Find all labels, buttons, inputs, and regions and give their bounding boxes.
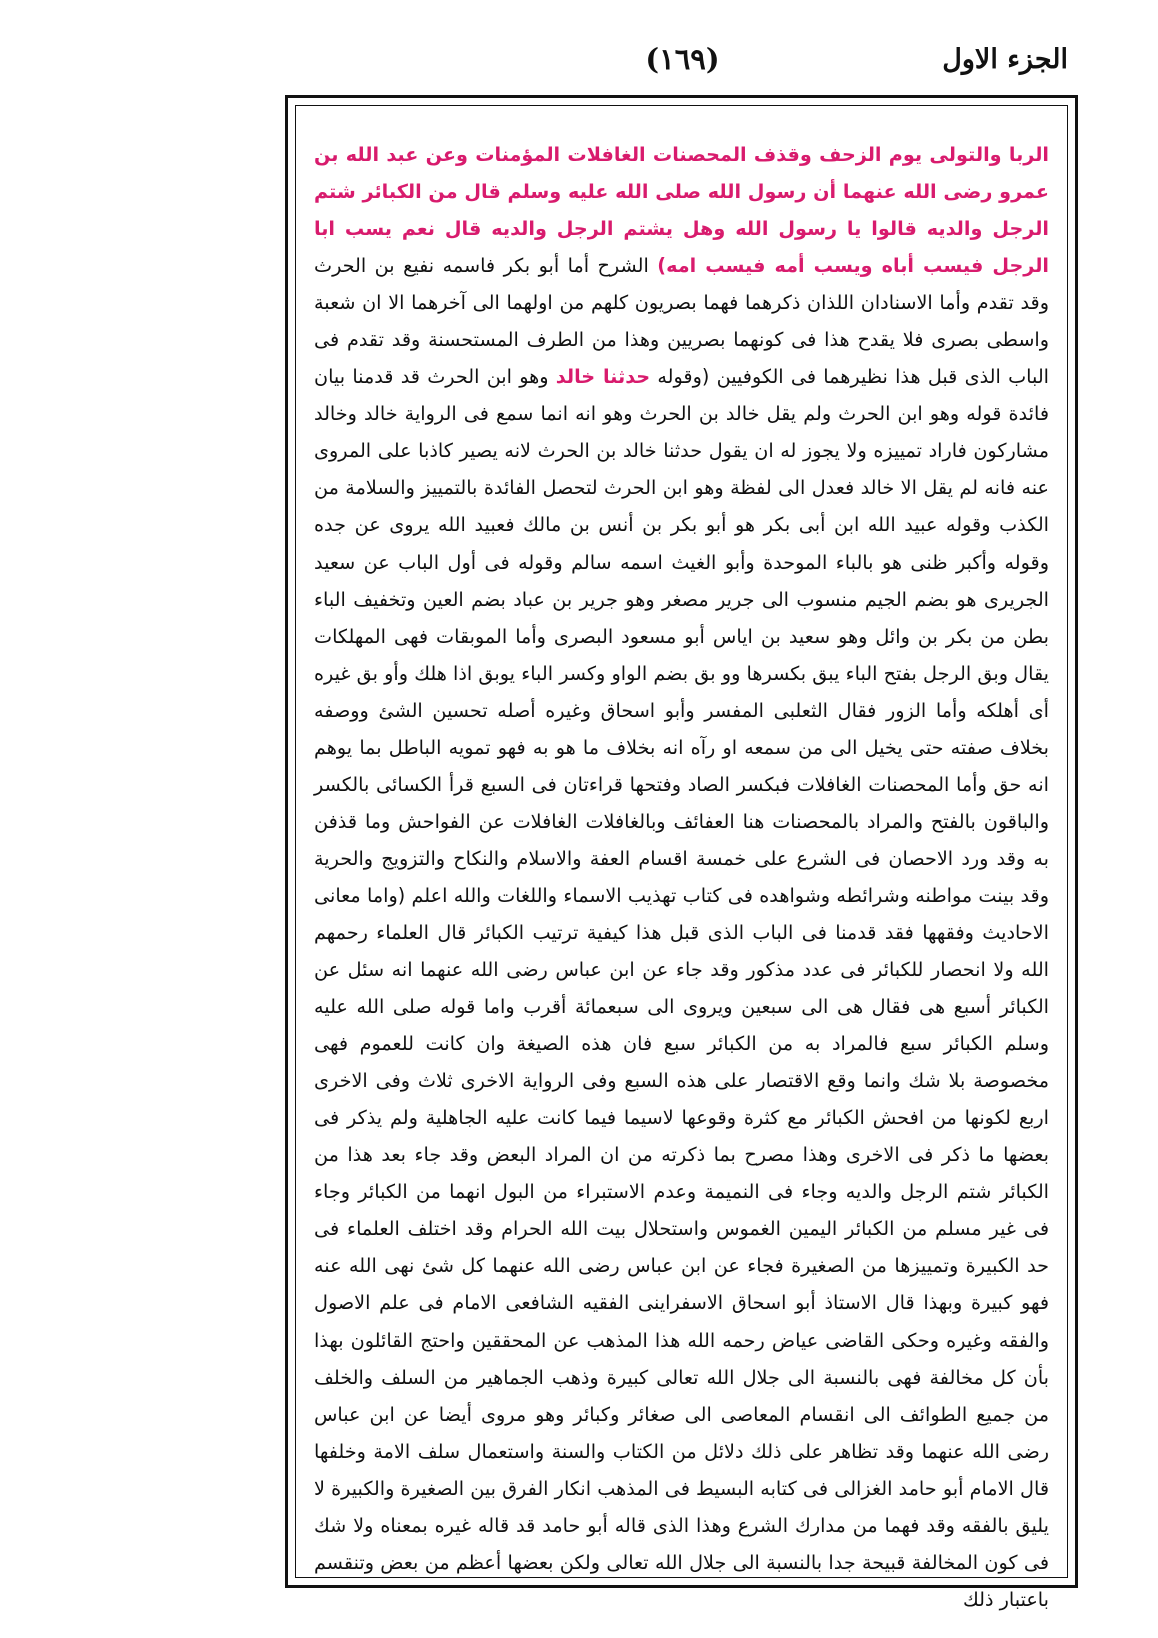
hadith-text: الربا والتولى يوم الزحف وقذف المحصنات الغافلات المؤمنات وعن عبد الله بن عمرو رضى الله عنهما أن رسول الله صلى الله عليه وسلم قال من الكبائر شتم الرجل والديه قالوا يا رسول الله وهل يشتم الرجل والديه قال نعم يسب ابا الرجل فيسب أباه ويسب أمه فيسب امه) — [314, 143, 1049, 278]
commentary-text-continued: وهو ابن الحرث قد قدمنا بيان فائدة قوله وهو ابن الحرث ولم يقل خالد بن الحرث وهو انه انما سمع فى الرواية خالد وخالد مشاركون فاراد تمييزه ولا يجوز له ان يقول حدثنا خالد بن الحرث لانه يصير كاذبا على المروى عنه فانه لم يقل الا خالد فعدل الى لفظة وهو ابن الحرث لتحصل الفائدة بالتمييز والسلامة من الكذب وقوله عبيد الله ابن أبى بكر هو أبو بكر بن أنس بن مالك فعبيد الله يروى عن جده وقوله وأكبر ظنى هو بالباء الموحدة وأبو الغيث اسمه سالم وقوله فى أول الباب عن سعيد الجريرى هو بضم الجيم منسوب الى جرير مصغر وهو جرير بن عباد بضم العين وتخفيف الباء بطن من بكر بن وائل وهو سعيد بن اياس أبو مسعود البصرى وأما الموبقات فهى المهلكات يقال وبق الرجل بفتح الباء يبق بكسرها وو بق بضم الواو وكسر الباء يوبق اذا هلك وأو بق غيره أى أهلكه وأما الزور فقال الثعلبى المفسر وأبو اسحاق وغيره أصله تحسين الشئ ووصفه بخلاف صفته حتى يخيل الى من سمعه او رآه انه بخلاف ما هو به فهو تمويه الباطل بما يوهم انه حق وأما المحصنات الغافلات فبكسر الصاد وفتحها قراءتان فى السبع قرأ الكسائى بالكسر والباقون بالفتح والمراد بالمحصنات هنا العفائف وبالغافلات الغافلات عن الفواحش وما قذفن به وقد ورد الاحصان فى الشرع على خمسة اقسام العفة والاسلام والنكاح والتزويج والحرية وقد بينت مواطنه وشرائطه وشواهده فى كتاب تهذيب الاسماء واللغات والله اعلم (واما معانى الاحاديث وفقهها فقد قدمنا فى الباب الذى قبل هذا كيفية ترتيب الكبائر قال العلماء رحمهم الله ولا انحصار للكبائر فى عدد مذكور وقد جاء عن ابن عباس رضى الله عنهما انه سئل عن الكبائر أسبع هى فقال هى الى سبعين ويروى الى سبعمائة أقرب واما قوله صلى الله عليه وسلم الكبائر سبع فالمراد به من الكبائر سبع فان هذه الصيغة وان كانت للعموم فهى مخصوصة بلا شك وانما وقع الاقتصار على هذه السبع وفى الرواية الاخرى ثلاث وفى الاخرى اربع لكونها من افحش الكبائر مع كثرة وقوعها لاسيما فيما كانت عليه الجاهلية ولم يذكر فى بعضها ما ذكر فى الاخرى وهذا مصرح بما ذكرته من ان المراد البعض وقد جاء بعد هذا من الكبائر شتم الرجل والديه وجاء فى النميمة وعدم الاستبراء من البول انهما من الكبائر وجاء فى غير مسلم من الكبائر اليمين الغموس واستحلال بيت الله الحرام وقد اختلف العلماء فى حد الكبيرة وتمييزها من الصغيرة فجاء عن ابن عباس رضى الله عنهما كل شئ نهى الله عنه فهو كبيرة وبهذا قال الاستاذ أبو اسحاق الاسفراينى الفقيه الشافعى الامام فى علم الاصول والفقه وغيره وحكى القاضى عياض رحمه الله هذا المذهب عن المحققين واحتج القائلون بهذا بأن كل مخالفة فهى بالنسبة الى جلال الله تعالى كبيرة وذهب الجماهير من السلف والخلف من جميع الطوائف الى انقسام المعاصى الى صغائر وكبائر وهو مروى أيضا عن ابن عباس رضى الله عنهما وقد تظاهر على ذلك دلائل من الكتاب والسنة واستعمال سلف الامة وخلفها قال الامام أبو حامد الغزالى فى كتابه البسيط فى المذهب انكار الفرق بين الصغيرة والكبيرة لا يليق بالفقه وقد فهما من مدارك الشرع وهذا الذى قاله أبو حامد قد قاله غيره بمعناه ولا شك فى كون المخالفة قبيحة جدا بالنسبة الى جلال الله تعالى ولكن بعضها أعظم من بعض وتنقسم باعتبار ذلك — [314, 365, 1049, 1611]
highlighted-narration: حدثنا خالد — [555, 365, 651, 389]
volume-label: الجزء الاول — [942, 44, 1068, 75]
commentary-text: الشرح أما أبو بكر فاسمه نفيع بن الحرث وقد تقدم وأما الاسنادان اللذان ذكرهما فهما بصريون كلهم من اولهما الى آخرهما الا ان شعبة واسطى بصرى فلا يقدح هذا فى كونهما بصريين وهذا من الطرف المستحسنة وقد تقدم فى الباب الذى قبل هذا نظيرهما فى الكوفيين (وقوله — [314, 254, 1049, 389]
body-text — [314, 136, 1049, 1618]
text-frame — [295, 105, 1068, 1611]
page-frame — [285, 95, 1078, 1611]
page-header — [285, 40, 1080, 90]
page-number: (١٦٩) — [645, 42, 720, 76]
